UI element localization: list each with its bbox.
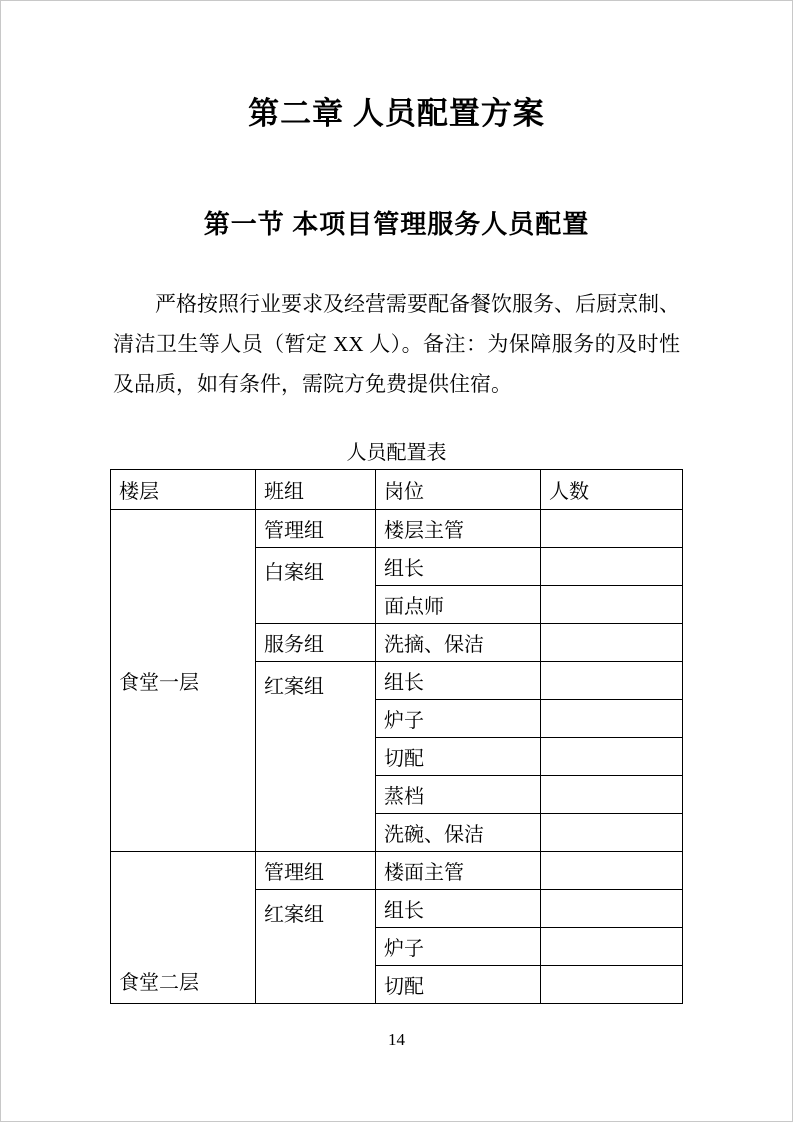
position-cell: 炉子 [376, 700, 541, 738]
header-group: 班组 [256, 470, 376, 510]
page-number: 14 [388, 1030, 405, 1049]
count-cell [541, 700, 683, 738]
personnel-table [110, 469, 683, 1004]
count-cell [541, 890, 683, 928]
group-cell: 管理组 [256, 510, 376, 548]
position-cell: 洗摘、保洁 [376, 624, 541, 662]
count-cell [541, 662, 683, 700]
table-header-row [111, 470, 683, 510]
section-title: 第一节 本项目管理服务人员配置 [203, 210, 590, 239]
position-cell: 切配 [376, 966, 541, 1004]
position-cell: 组长 [376, 662, 541, 700]
header-floor: 楼层 [111, 470, 256, 510]
count-cell [541, 548, 683, 586]
group-cell: 管理组 [256, 852, 376, 890]
position-cell: 蒸档 [376, 776, 541, 814]
position-cell: 切配 [376, 738, 541, 776]
position-cell: 组长 [376, 890, 541, 928]
count-cell [541, 814, 683, 852]
chapter-title: 第二章 人员配置方案 [248, 96, 545, 131]
count-cell [541, 738, 683, 776]
header-position: 岗位 [376, 470, 541, 510]
table-row [111, 510, 683, 548]
group-cell: 红案组 [256, 890, 376, 1004]
count-cell [541, 928, 683, 966]
count-cell [541, 776, 683, 814]
header-count: 人数 [541, 470, 683, 510]
group-cell: 红案组 [256, 662, 376, 852]
position-cell: 楼层主管 [376, 510, 541, 548]
position-cell: 炉子 [376, 928, 541, 966]
floor-cell: 食堂一层 [111, 510, 256, 852]
count-cell [541, 852, 683, 890]
table-row [111, 852, 683, 890]
position-cell: 组长 [376, 548, 541, 586]
position-cell: 楼面主管 [376, 852, 541, 890]
floor-cell: 食堂二层 [111, 852, 256, 1004]
count-cell [541, 966, 683, 1004]
count-cell [541, 624, 683, 662]
group-cell: 白案组 [256, 548, 376, 624]
body-paragraph: 严格按照行业要求及经营需要配备餐饮服务、后厨烹制、清洁卫生等人员（暂定 XX 人）。备注：为保障服务的及时性及品质，如有条件，需院方免费提供住宿。 [113, 292, 680, 396]
group-cell: 服务组 [256, 624, 376, 662]
position-cell: 洗碗、保洁 [376, 814, 541, 852]
count-cell [541, 510, 683, 548]
count-cell [541, 586, 683, 624]
table-caption: 人员配置表 [346, 442, 447, 464]
position-cell: 面点师 [376, 586, 541, 624]
